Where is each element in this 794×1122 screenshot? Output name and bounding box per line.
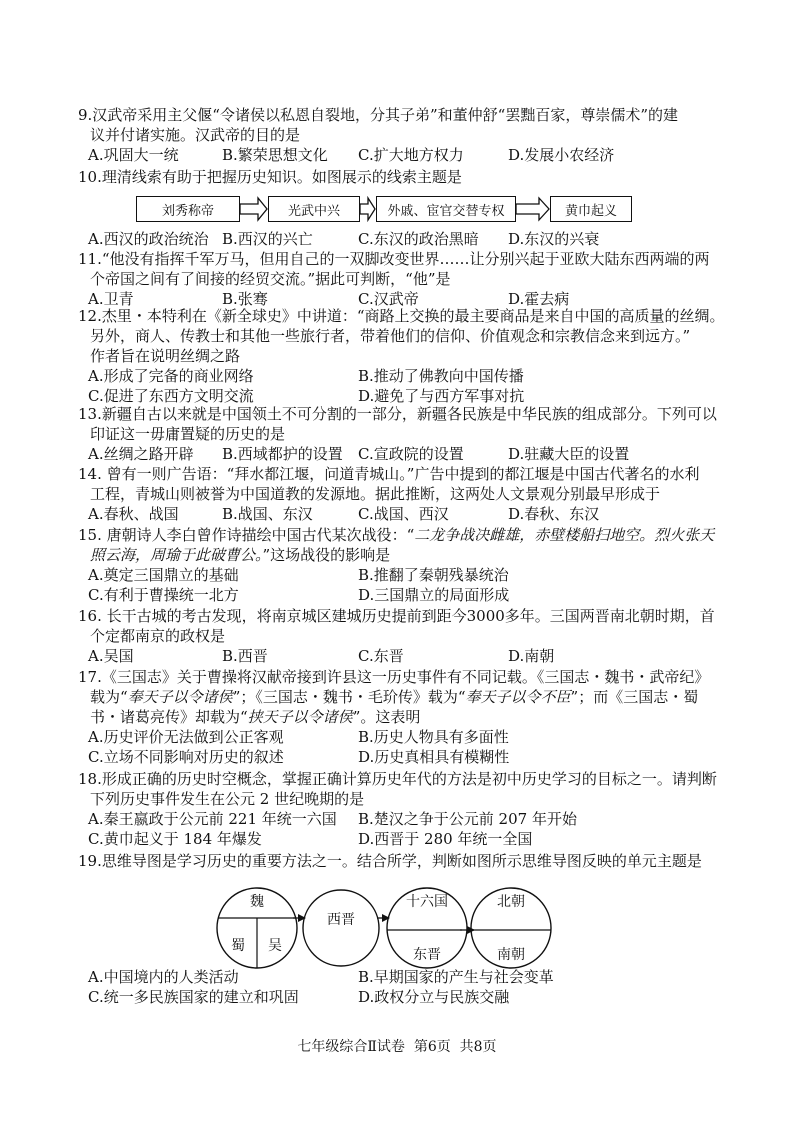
question-14-stem-line-1: 14. 曾有一则广告语：“拜水都江堰，问道青城山。”广告中提到的都江堰是中国古代著名的水利 [78, 465, 700, 483]
question-16-option-d: D.南朝 [508, 647, 555, 665]
question-18-stem-line-2: 下列历史事件发生在公元 2 世纪晚期的是 [90, 790, 365, 808]
question-13-options [78, 444, 758, 464]
question-13-stem-line-2: 印证这一毋庸置疑的历史的是 [90, 425, 286, 443]
question-18-stem-line-1: 18.形成正确的历史时空概念，掌握正确计算历史年代的方法是初中历史学习的目标之一。请判断 [78, 770, 717, 788]
question-12-stem-line-1: 12.杰里・本特利在《新全球史》中讲道：“商路上交换的最主要商品是来自中国的高质量的丝绸。 [78, 307, 725, 325]
mindmap-label-southern-dynasties: 南朝 [497, 947, 525, 963]
question-10-options [78, 229, 758, 249]
question-15 [78, 525, 758, 605]
question-11-stem-line-1: 11.“他没有指挥千军万马，但用自己的一双脚改变世界……让分别兴起于亚欧大陆东西两端的两 [78, 250, 710, 268]
question-17-stem-line-3 [78, 707, 758, 727]
question-12-stem-line-3: 作者旨在说明丝绸之路 [90, 347, 241, 365]
question-15-option-a: A.奠定三国鼎立的基础 [88, 566, 239, 584]
question-14-option-a: A.春秋、战国 [88, 505, 179, 523]
question-15-options [78, 565, 758, 605]
question-17-stem-line-2 [78, 687, 758, 707]
question-17-quote: 奉天子以令不臣 [465, 688, 571, 706]
question-17-stem-text: ”；而《三国志・蜀 [570, 688, 699, 706]
question-13-option-a: A.丝绸之路开辟 [88, 445, 194, 463]
question-11-option-d: D.霍去病 [508, 290, 570, 308]
question-14-option-b: B.战国、东汉 [222, 505, 313, 523]
question-15-stem-line-2 [78, 545, 758, 565]
mindmap-label-western-jin: 西晋 [327, 912, 355, 928]
question-16-option-c: C.东晋 [358, 647, 404, 665]
question-12-option-c: C.促进了东西方文明交流 [88, 387, 254, 405]
flow-step-4: 黄巾起义 [550, 196, 632, 222]
question-13-option-b: B.西域都护的设置 [222, 445, 343, 463]
question-14-option-c: C.战国、西汉 [358, 505, 449, 523]
question-19-stem-line-1: 19.思维导图是学习历史的重要方法之一。结合所学，判断如图所示思维导图反映的单元主题是 [78, 852, 702, 870]
mindmap-label-wu: 吴 [268, 938, 282, 954]
question-17-stem-text: ”；《三国志・魏书・毛玠传》载为“ [232, 688, 466, 706]
question-16-options [78, 646, 758, 666]
question-17 [78, 667, 758, 767]
question-17-option-d: D.历史真相具有模糊性 [358, 748, 510, 766]
question-15-stem-line-1 [78, 525, 758, 545]
question-10-option-b: B.西汉的兴亡 [222, 230, 313, 248]
question-16-stem-line-2: 个定都南京的政权是 [90, 627, 226, 645]
question-11-option-c: C.汉武帝 [358, 290, 419, 308]
question-10-stem-line-1: 10.理清线索有助于把握历史知识。如图展示的线索主题是 [78, 168, 462, 186]
flow-step-3: 外戚、宦官交替专权 [376, 196, 516, 222]
question-9-options [78, 145, 758, 165]
question-17-quote: 挟天子以令诸侯 [247, 708, 353, 726]
question-18-options [78, 809, 758, 849]
question-15-option-d: D.三国鼎立的局面形成 [358, 586, 510, 604]
question-12-option-d: D.避免了与西方军事对抗 [358, 387, 525, 405]
mindmap-label-shu: 蜀 [231, 938, 245, 954]
question-16-stem-line-1: 16. 长干古城的考古发现，将南京城区建城历史提前到距今3000多年。三国两晋南北朝时期，首 [78, 607, 715, 625]
page-footer: 七年级综合Ⅱ试卷 第6页 共8页 [297, 1039, 497, 1055]
question-14 [78, 464, 758, 524]
mindmap-label-sixteen-kingdoms: 十六国 [406, 894, 448, 910]
question-19-option-d: D.政权分立与民族交融 [358, 988, 510, 1006]
question-12-stem-line-2: 另外，商人、传教士和其他一些旅行者，带着他们的信仰、价值观念和宗教信念来到远方。” [90, 327, 691, 345]
question-19-option-b: B.早期国家的产生与社会变革 [358, 968, 554, 986]
question-18 [78, 769, 758, 849]
question-17-stem-text: ”。这表明 [352, 708, 421, 726]
question-15-option-b: B.推翻了秦朝残暴统治 [358, 566, 509, 584]
question-17-option-c: C.立场不同影响对历史的叙述 [88, 748, 284, 766]
question-13 [78, 404, 758, 464]
question-17-stem-text: 载为“ [90, 688, 128, 706]
question-9-option-a: A.巩固大一统 [88, 146, 179, 164]
question-15-poem-quote: 二龙争战决雌雄，赤壁楼船扫地空。烈火张天 [414, 526, 715, 544]
question-13-option-d: D.驻藏大臣的设置 [508, 445, 630, 463]
question-10-option-a: A.西汉的政治统治 [88, 230, 209, 248]
question-9 [78, 105, 758, 165]
question-16-option-a: A.吴国 [88, 647, 134, 665]
flow-arrow-icon [516, 196, 550, 222]
question-17-option-b: B.历史人物具有多面性 [358, 728, 509, 746]
question-10-flow-diagram [136, 196, 632, 222]
question-9-option-d: D.发展小农经济 [508, 146, 615, 164]
question-9-stem-line-1: 9.汉武帝采用主父偃“令诸侯以私恩自裂地，分其子弟”和董仲舒“罢黜百家，尊崇儒术”的建 [78, 106, 678, 124]
question-11 [78, 249, 758, 309]
question-10-option-c: C.东汉的政治黑暗 [358, 230, 479, 248]
question-12-option-a: A.形成了完备的商业网络 [88, 367, 254, 385]
question-17-quote: 奉天子以令诸侯 [127, 688, 233, 706]
question-18-option-a: A.秦王嬴政于公元前 221 年统一六国 [88, 810, 337, 828]
flow-arrow-icon [360, 196, 376, 222]
question-14-options [78, 504, 758, 524]
question-15-stem-text: 15. 唐朝诗人李白曾作诗描绘中国古代某次战役：“ [78, 526, 415, 544]
question-11-stem-line-2: 个帝国之间有了间接的经贸交流。”据此可判断，“他”是 [90, 270, 451, 288]
question-19-option-a: A.中国境内的人类活动 [88, 968, 239, 986]
question-12 [78, 306, 758, 406]
question-15-poem-quote: 照云海，周瑜于此破曹公。 [90, 546, 263, 564]
question-11-option-b: B.张骞 [222, 290, 268, 308]
question-9-stem-line-2: 议并付诸实施。汉武帝的目的是 [90, 126, 301, 144]
mindmap-label-eastern-jin: 东晋 [413, 947, 441, 963]
mindmap-label-wei: 魏 [250, 894, 264, 910]
flow-step-2: 光武中兴 [268, 196, 360, 222]
question-18-option-b: B.楚汉之争于公元前 207 年开始 [358, 810, 577, 828]
question-12-option-b: B.推动了佛教向中国传播 [358, 367, 524, 385]
question-11-option-a: A.卫青 [88, 290, 134, 308]
flow-step-1: 刘秀称帝 [136, 196, 240, 222]
question-17-option-a: A.历史评价无法做到公正客观 [88, 728, 284, 746]
question-18-option-c: C.黄巾起义于 184 年爆发 [88, 830, 262, 848]
question-16-option-b: B.西晋 [222, 647, 268, 665]
question-15-option-c: C.有利于曹操统一北方 [88, 586, 239, 604]
question-13-option-c: C.宣政院的设置 [358, 445, 464, 463]
mindmap-label-northern-dynasties: 北朝 [497, 894, 525, 910]
question-13-stem-line-1: 13.新疆自古以来就是中国领土不可分割的一部分，新疆各民族是中华民族的组成部分。下列可以 [78, 405, 717, 423]
question-9-option-c: C.扩大地方权力 [358, 146, 464, 164]
question-16 [78, 606, 758, 666]
question-9-option-b: B.繁荣思想文化 [222, 146, 328, 164]
question-17-stem-line-1: 17.《三国志》关于曹操将汉献帝接到许县这一历史事件有不同记载。《三国志・魏书・武帝纪》 [78, 668, 710, 686]
question-15-stem-text: ”这场战役的影响是 [262, 546, 391, 564]
question-14-stem-line-2: 工程，青城山则被誉为中国道教的发源地。据此推断，这两处人文景观分别最早形成于 [90, 485, 661, 503]
question-14-option-d: D.春秋、东汉 [508, 505, 600, 523]
mindmap-circle-2 [303, 890, 379, 966]
flow-arrow-icon [240, 196, 268, 222]
question-18-option-d: D.西晋于 280 年统一全国 [358, 830, 533, 848]
question-10-option-d: D.东汉的兴衰 [508, 230, 600, 248]
question-19-option-c: C.统一多民族国家的建立和巩固 [88, 988, 299, 1006]
question-12-options [78, 366, 758, 406]
question-19-mind-map [200, 878, 560, 982]
question-17-options [78, 727, 758, 767]
question-17-stem-text: 书・诸葛亮传》却载为“ [90, 708, 248, 726]
